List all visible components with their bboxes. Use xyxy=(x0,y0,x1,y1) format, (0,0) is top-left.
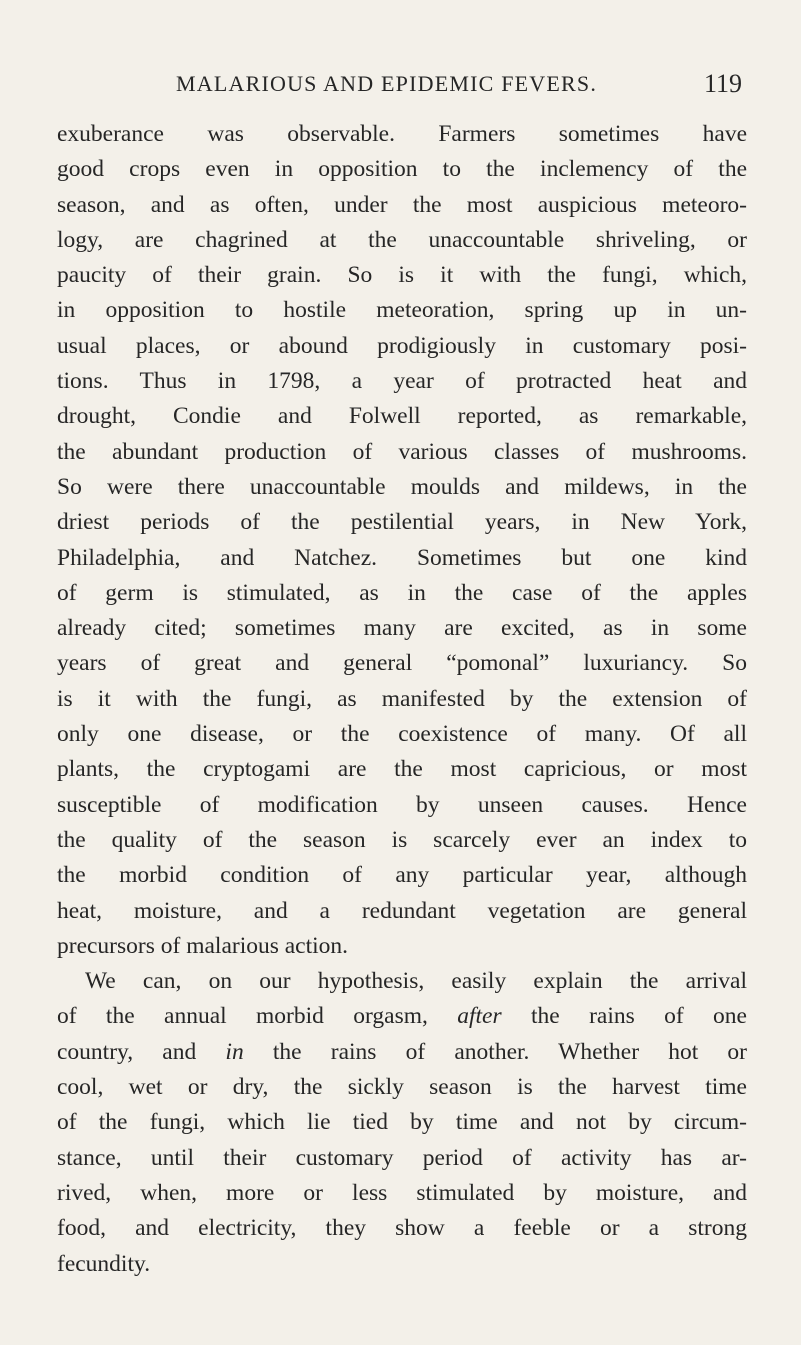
paragraph-1 xyxy=(57,117,747,964)
text-line: only one disease, or the coexistence of many. Of all xyxy=(57,721,747,748)
text-line: food, and electricity, they show a feeble or a strong xyxy=(57,1215,747,1242)
body-text xyxy=(57,117,747,1282)
text-line: driest periods of the pestilential years, in New York, xyxy=(57,509,747,536)
text-line: fecundity. xyxy=(57,1250,151,1277)
text-line: years of great and general “pomonal” luxuriancy. So xyxy=(57,650,747,677)
text-line: exuberance was observable. Farmers sometimes have xyxy=(57,121,747,147)
text-line: good crops even in opposition to the inclemency of the xyxy=(57,156,747,183)
text-line: in opposition to hostile meteoration, spring up in un- xyxy=(57,297,747,324)
text-line: heat, moisture, and a redundant vegetation are general xyxy=(57,897,747,924)
text-segment: the rains of one xyxy=(501,1003,747,1030)
text-line: precursors of malarious action. xyxy=(57,932,349,959)
text-line: susceptible of modification by unseen causes. Hence xyxy=(57,791,747,818)
text-line: cool, wet or dry, the sickly season is the harvest time xyxy=(57,1074,747,1101)
italic-word: in xyxy=(225,1038,244,1065)
page-header xyxy=(60,64,744,104)
italic-word: after xyxy=(457,1003,502,1030)
text-line: drought, Condie and Folwell reported, as remarkable, xyxy=(57,403,747,430)
text-line xyxy=(57,999,747,1034)
text-line: the quality of the season is scarcely ever an index to xyxy=(57,826,747,853)
text-line: paucity of their grain. So is it with the fungi, which, xyxy=(57,262,747,289)
text-segment: of the annual morbid orgasm, xyxy=(57,1003,458,1030)
text-line: Philadelphia, and Natchez. Sometimes but one kind xyxy=(57,544,747,571)
running-head: MALARIOUS AND EPIDEMIC FEVERS. xyxy=(176,71,598,96)
text-line: rived, when, more or less stimulated by moisture, and xyxy=(57,1179,747,1206)
text-line: tions. Thus in 1798, a year of protracted heat and xyxy=(57,368,747,395)
text-line: So were there unaccountable moulds and mildews, in the xyxy=(57,473,747,500)
text-line: stance, until their customary period of activity has ar- xyxy=(57,1144,747,1171)
text-segment: country, and xyxy=(57,1038,226,1065)
text-line: of the fungi, which lie tied by time and not by circum- xyxy=(57,1109,747,1136)
text-line: the morbid condition of any particular year, although xyxy=(57,862,747,889)
text-line: logy, are chagrined at the unaccountable shriveling, or xyxy=(57,226,747,253)
text-line xyxy=(57,1035,747,1070)
text-line: usual places, or abound prodigiously in customary posi- xyxy=(57,332,747,359)
text-line: already cited; sometimes many are excited, as in some xyxy=(57,615,747,642)
text-line: is it with the fungi, as manifested by the extension of xyxy=(57,685,747,712)
text-line: the abundant production of various classes of mushrooms. xyxy=(57,438,747,465)
paragraph-2 xyxy=(57,964,747,1282)
text-line: plants, the cryptogami are the most capricious, or most xyxy=(57,756,747,783)
text-segment: the rains of another. Whether hot or xyxy=(243,1038,747,1065)
text-line: season, and as often, under the most auspicious meteoro- xyxy=(57,191,747,218)
page-number: 119 xyxy=(703,69,742,98)
text-line: We can, on our hypothesis, easily explain the arrival xyxy=(85,968,747,995)
text-line: of germ is stimulated, as in the case of the apples xyxy=(57,579,747,606)
